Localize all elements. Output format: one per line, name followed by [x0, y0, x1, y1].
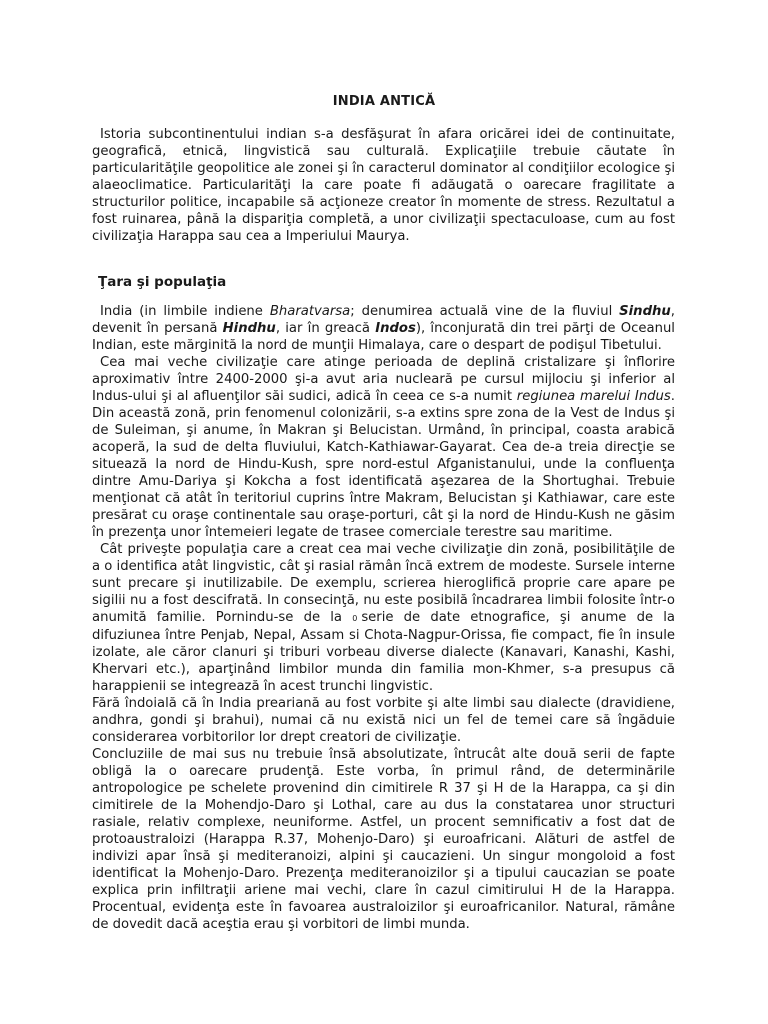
p1-text-1: India (in limbile indiene [100, 304, 270, 319]
paragraph-conclusions: Concluziile de mai sus nu trebuie însă absolutizate, întrucât alte două serii de fapte obligă la o oarecare prudenţă. Este vorba, în primul rând, de determinările antropologice pe schelete provenind din cimitirele R 37 şi H de la Harappa, ca şi din cimitirele de la Mohendjo-Daro şi Lothal, care au dus la constatarea unor structuri rasiale, relativ complexe, neuniforme. Astfel, un procent semnificativ a fost dat de protoaustraloizi (Harappa R.37, Mohenjo-Daro) şi euroafricani. Alături de astfel de indivizi apar însă şi mediteranoizi, alpini şi caucazieni. Un singur mongoloid a fost identificat la Mohenjo-Daro. Prezenţa mediteranoizilor şi a tipului caucazian se poate explica prin infiltraţii ariene mai vechi, clare în cazul cimitirului H de la Harappa. Procentual, evidenţa este în favoarea australoizilor şi euroafricanilor. Natural, rămâne de dovedit dacă aceştia erau şi vorbitori de limbi munda. [92, 747, 675, 932]
p1-text-2: ; denumirea actuală vine de la fluviul [350, 304, 620, 319]
page-title: INDIA ANTICĂ [332, 94, 436, 109]
intro-paragraph: Istoria subcontinentului indian s-a desfăşurat în afara oricărei idei de continuitate, geografică, etnică, lingvistică sau culturală. Explicaţiile trebuie căutate în particularităţile geopolitice ale zonei şi în caracterul dominator al condiţiilor ecologice şi alaeoclimatice. Particularităţi la care poate fi adăugată o oarecare fragilitate a structurilor politice, incapabile să acţioneze creator în momente de stress. Rezultatul a fost ruinarea, până la dispariţia completă, a unor civilizaţii spectaculoase, cum au fost civilizaţia Harappa sau cea a Imperiului Maurya. [92, 127, 675, 244]
p3-marker: 0 [352, 614, 358, 623]
p1-text-3: , devenit în persană [92, 304, 675, 336]
p1-bold-hindhu: Hindhu [222, 321, 276, 336]
paragraph-civilization [92, 354, 675, 541]
paragraph-population [92, 541, 675, 695]
p1-bold-sindhu: Sindhu [619, 304, 671, 319]
p1-text-4: , iar în greacă [275, 321, 376, 336]
paragraph-india [92, 303, 675, 354]
p3-text-2: serie de date etnografice, şi anume de la difuziunea între Penjab, Nepal, Assam si Chota-Nagpur-Orissa, fie compact, fie în insule izolate, ale căror clanuri şi triburi vorbeau diverse dialecte (Kanavari, Kanashi, Kashi, Khervari etc.), aparţinând limbilor munda din familia mon-Khmer, s-a presupus că harappienii se integrează în acest trunchi lingvistic. [92, 610, 676, 694]
p3-text-1: Cât priveşte populaţia care a creat cea mai veche civilizaţie din zonă, posibilităţile de a o identifica atât lingvistic, cât şi rasial rămân încă extrem de modeste. Sursele interne sunt precare şi inutilizabile. De exemplu, scrierea hieroglifică proprie care apare pe sigilii nu a fost descifrată. In consecinţă, nu este posibilă încadrarea limbii folosite într-o anumită familie. Pornindu-se de la [92, 542, 676, 625]
p2-text-2: . Din această zonă, prin fenomenul colonizării, s-a extins spre zona de la Vest de Indus şi de Suleiman, şi anume, în Makran şi Belucistan. Urmând, în principal, coasta arabică acoperă, la sud de delta fluviului, Katch-Kathiawar-Gayarat. Cea de-a treia direcţie se situează la nord de Hindu-Kush, spre nord-estul Afganistanului, unde la confluenţa dintre Amu-Dariya şi Kokcha a fost identificată aşezarea de la Shortughai. Trebuie menţionat că atât în teritoriul cuprins între Makram, Belucistan şi Kathiawar, care este presărat cu oraşe continentale sau oraşe-porturi, cât şi la nord de Hindu-Kush ne găsim în prezenţa unor întemeieri legate de trasee comerciale terestre sau maritime. [92, 389, 675, 540]
p2-italic-region: regiunea marelui Indus [516, 389, 671, 404]
p1-bold-indos: Indos [375, 321, 416, 336]
p1-italic-bharatvarsa: Bharatvarsa [269, 304, 351, 319]
intro-block [92, 126, 675, 245]
p2-text-1: Cea mai veche civilizaţie care atinge perioada de deplină cristalizare şi înflorire aproximativ între 2400-2000 şi-a avut aria nucleară pe cursul mijlociu şi inferior al Indus-ului şi al afluenţilor săi sudici, adică în ceea ce s-a numit [92, 355, 675, 404]
p1-text-5: ), înconjurată din trei părţi de Oceanul Indian, este mărginită la nord de munţii Himalaya, care o despart de podişul Tibetului. [92, 321, 675, 353]
paragraph-languages: Fără îndoială că în India preariană au fost vorbite şi alte limbi sau dialecte (dravidiene, andhra, gondi şi brahui), numai că nu există nici un fel de temei care să îngăduie considerarea vorbitorilor lor drept creatori de civilizaţie. [92, 696, 675, 745]
body-block [92, 303, 675, 933]
section-heading: Ţara şi populaţia [98, 274, 227, 290]
